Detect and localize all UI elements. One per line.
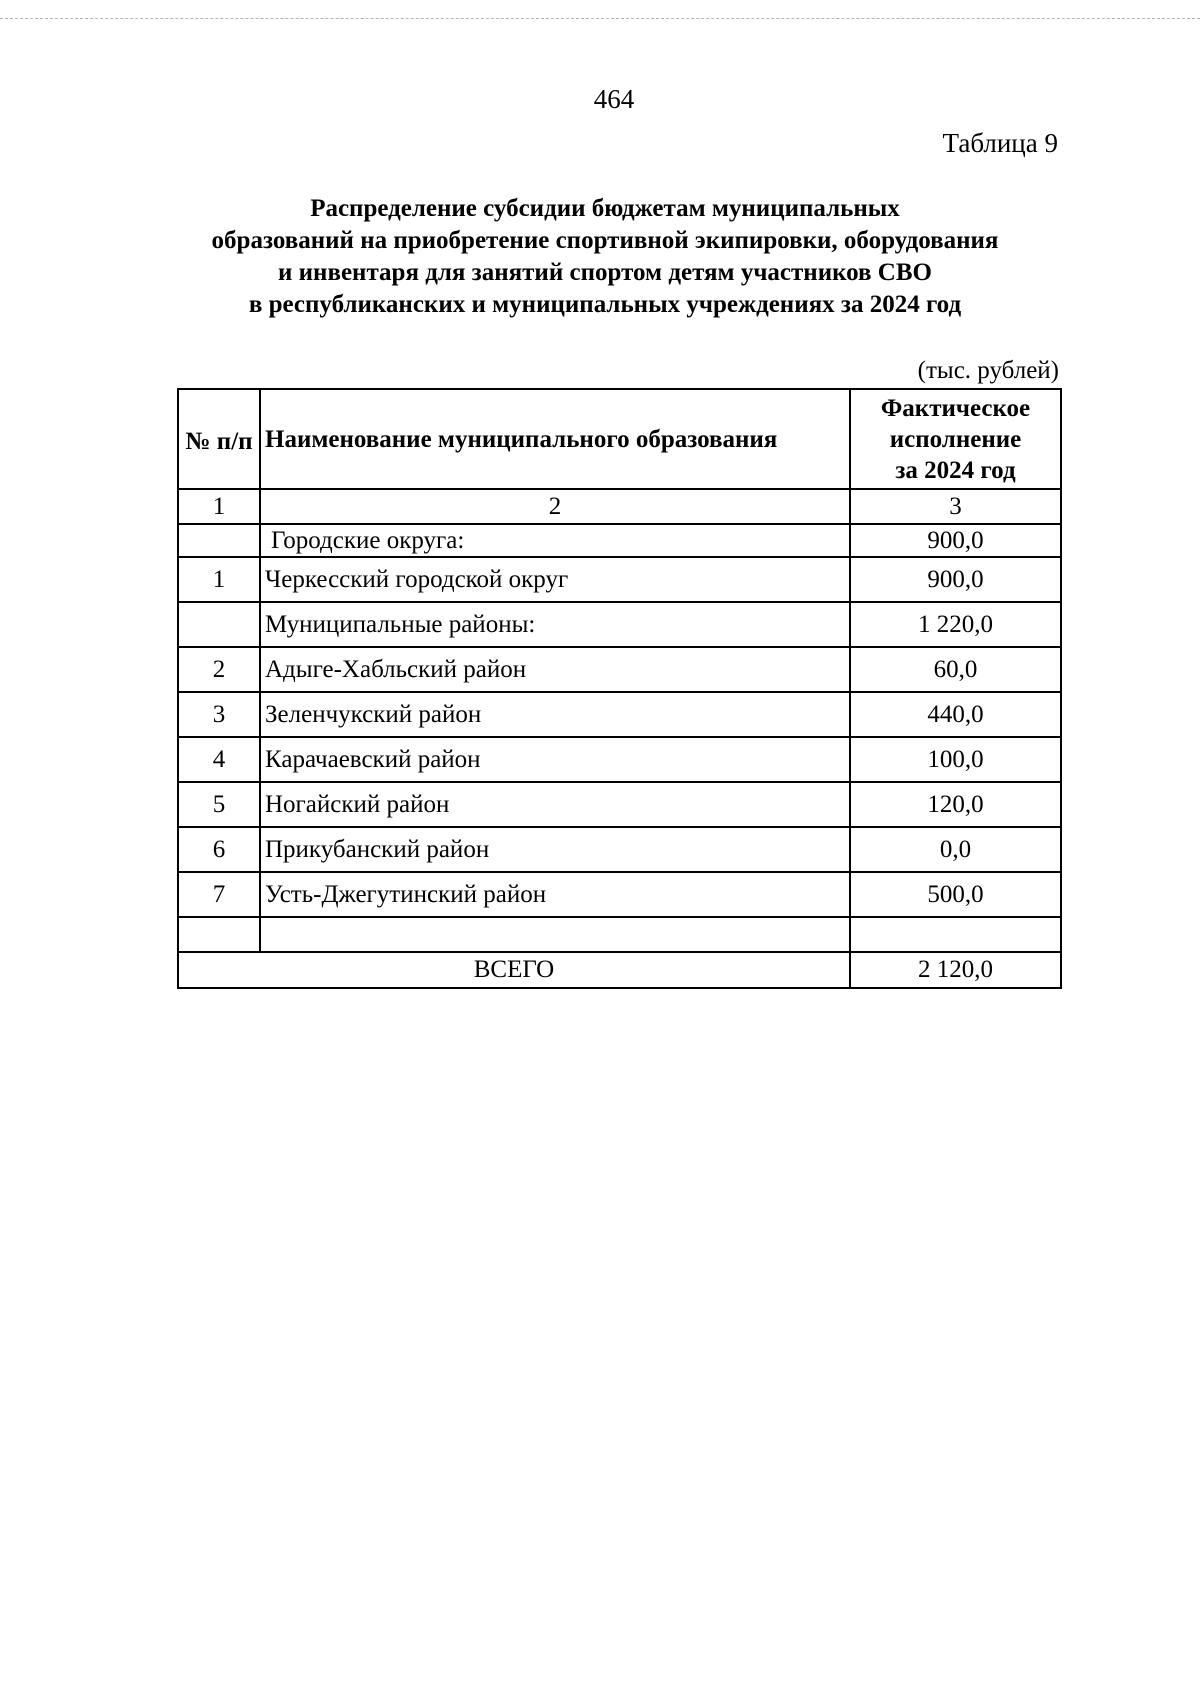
title-line: в республиканских и муниципальных учреждениях за 2024 год [248, 291, 962, 318]
header-line: исполнение [889, 425, 1022, 453]
header-line: за 2024 год [895, 456, 1016, 484]
group-label: Городские округа: [260, 524, 850, 557]
row-number: 2 [178, 647, 260, 692]
row-name: Черкесский городской округ [260, 557, 850, 602]
title-line: образований на приобретение спортивной экипировки, оборудования [211, 227, 999, 254]
row-value: 0,0 [850, 827, 1061, 872]
group-number-cell [178, 602, 260, 647]
table-row [178, 737, 1061, 782]
total-label: ВСЕГО [178, 952, 850, 988]
empty-row [178, 917, 1061, 952]
title-line: и инвентаря для занятий спортом детям участников СВО [278, 259, 932, 286]
row-name: Карачаевский район [260, 737, 850, 782]
header-name: Наименование муниципального образования [260, 389, 850, 489]
units-label: (тыс. рублей) [917, 357, 1059, 384]
total-value: 2 120,0 [850, 952, 1061, 988]
group-number-cell [178, 524, 260, 557]
column-number: 2 [260, 489, 850, 524]
row-name: Адыге-Хабльский район [260, 647, 850, 692]
column-number: 1 [178, 489, 260, 524]
row-value: 500,0 [850, 872, 1061, 917]
row-number: 1 [178, 557, 260, 602]
column-number-row [178, 489, 1061, 524]
document-title [150, 193, 1060, 321]
row-number: 3 [178, 692, 260, 737]
empty-cell [260, 917, 850, 952]
row-number: 7 [178, 872, 260, 917]
row-name: Ногайский район [260, 782, 850, 827]
group-row-municipal-districts [178, 602, 1061, 647]
subsidy-table [177, 388, 1062, 989]
row-value: 440,0 [850, 692, 1061, 737]
title-line: Распределение субсидии бюджетам муниципальных [310, 195, 900, 222]
scan-edge-line [0, 18, 1200, 19]
table-row [178, 827, 1061, 872]
row-name: Усть-Джегутинский район [260, 872, 850, 917]
row-number: 6 [178, 827, 260, 872]
group-label: Муниципальные районы: [260, 602, 850, 647]
header-line: Фактическое [880, 394, 1031, 422]
row-value: 120,0 [850, 782, 1061, 827]
table-label: Таблица 9 [942, 128, 1058, 158]
empty-cell [850, 917, 1061, 952]
empty-cell [178, 917, 260, 952]
row-name: Прикубанский район [260, 827, 850, 872]
table-row [178, 782, 1061, 827]
row-number: 4 [178, 737, 260, 782]
row-value: 60,0 [850, 647, 1061, 692]
row-value: 900,0 [850, 557, 1061, 602]
page-number: 464 [593, 84, 635, 114]
group-row-city-districts [178, 524, 1061, 557]
header-actual-execution [850, 389, 1061, 489]
row-value: 100,0 [850, 737, 1061, 782]
total-row [178, 952, 1061, 988]
table-header-row [178, 389, 1061, 489]
table-row [178, 557, 1061, 602]
row-name: Зеленчукский район [260, 692, 850, 737]
row-number: 5 [178, 782, 260, 827]
group-total: 900,0 [850, 524, 1061, 557]
table-row [178, 692, 1061, 737]
column-number: 3 [850, 489, 1061, 524]
table-row [178, 872, 1061, 917]
group-total: 1 220,0 [850, 602, 1061, 647]
header-number: № п/п [178, 389, 260, 489]
table-row [178, 647, 1061, 692]
